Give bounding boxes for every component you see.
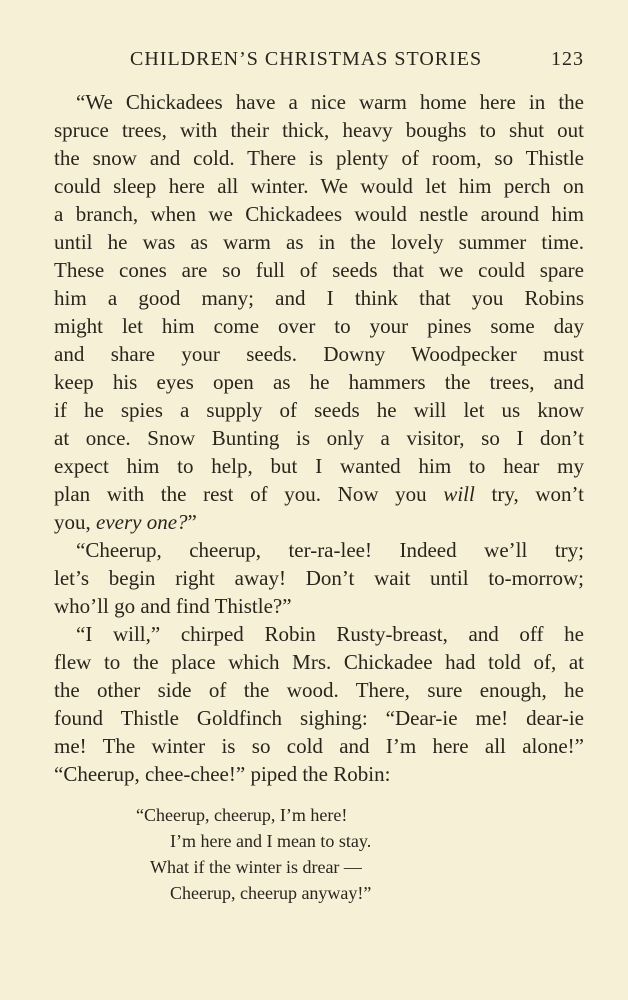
text-line: “I will,” chirped Robin Rusty-breast, and off he [76,622,584,646]
verse-line: Cheerup, cheerup anyway!” [170,883,372,903]
emphasis: will [443,482,475,506]
text-fragment: you, [54,510,96,534]
text-line: a branch, when we Chickadees would nestle around him [54,202,584,226]
verse [136,802,436,906]
text-fragment: ” [187,510,197,534]
text-line: me! The winter is so cold and I’m here all alone!” [54,734,584,758]
text-fragment: plan with the rest of you. Now you [54,482,444,506]
text-line: might let him come over to your pines some day [54,314,584,338]
body-text [54,88,584,788]
text-line: expect him to help, but I wanted him to hear my [54,454,584,478]
emphasis: every one? [96,510,188,534]
text-line [54,480,584,508]
text-line: the other side of the wood. There, sure enough, he [54,678,584,702]
verse-line: I’m here and I mean to stay. [170,831,372,851]
text-line: at once. Snow Bunting is only a visitor, so I don’t [54,426,584,450]
page-number: 123 [551,48,584,70]
verse-line: “Cheerup, cheerup, I’m here! [136,805,348,825]
text-line: who’ll go and find Thistle?” [54,594,292,618]
text-line: and share your seeds. Downy Woodpecker must [54,342,584,366]
running-head [54,48,584,78]
text-line: “We Chickadees have a nice warm home here in the [76,90,584,114]
text-line: let’s begin right away! Don’t wait until to-morrow; [54,566,584,590]
text-line [54,508,584,536]
text-fragment: try, won’t [474,482,584,506]
text-line: if he spies a supply of seeds he will let us know [54,398,584,422]
running-title: CHILDREN’S CHRISTMAS STORIES [130,48,483,70]
text-line: These cones are so full of seeds that we could spare [54,258,584,282]
text-line: “Cheerup, cheerup, ter-ra-lee! Indeed we’ll try; [76,538,584,562]
text-line: found Thistle Goldfinch sighing: “Dear-ie me! dear-ie [54,706,584,730]
text-line: could sleep here all winter. We would let him perch on [54,174,584,198]
text-line: him a good many; and I think that you Robins [54,286,584,310]
text-line: keep his eyes open as he hammers the trees, and [54,370,584,394]
text-line: spruce trees, with their thick, heavy boughs to shut out [54,118,584,142]
text-line: “Cheerup, chee-chee!” piped the Robin: [54,762,391,786]
text-line: the snow and cold. There is plenty of room, so Thistle [54,146,584,170]
verse-line: What if the winter is drear — [150,857,362,877]
text-line: until he was as warm as in the lovely summer time. [54,230,584,254]
text-line: flew to the place which Mrs. Chickadee had told of, at [54,650,584,674]
